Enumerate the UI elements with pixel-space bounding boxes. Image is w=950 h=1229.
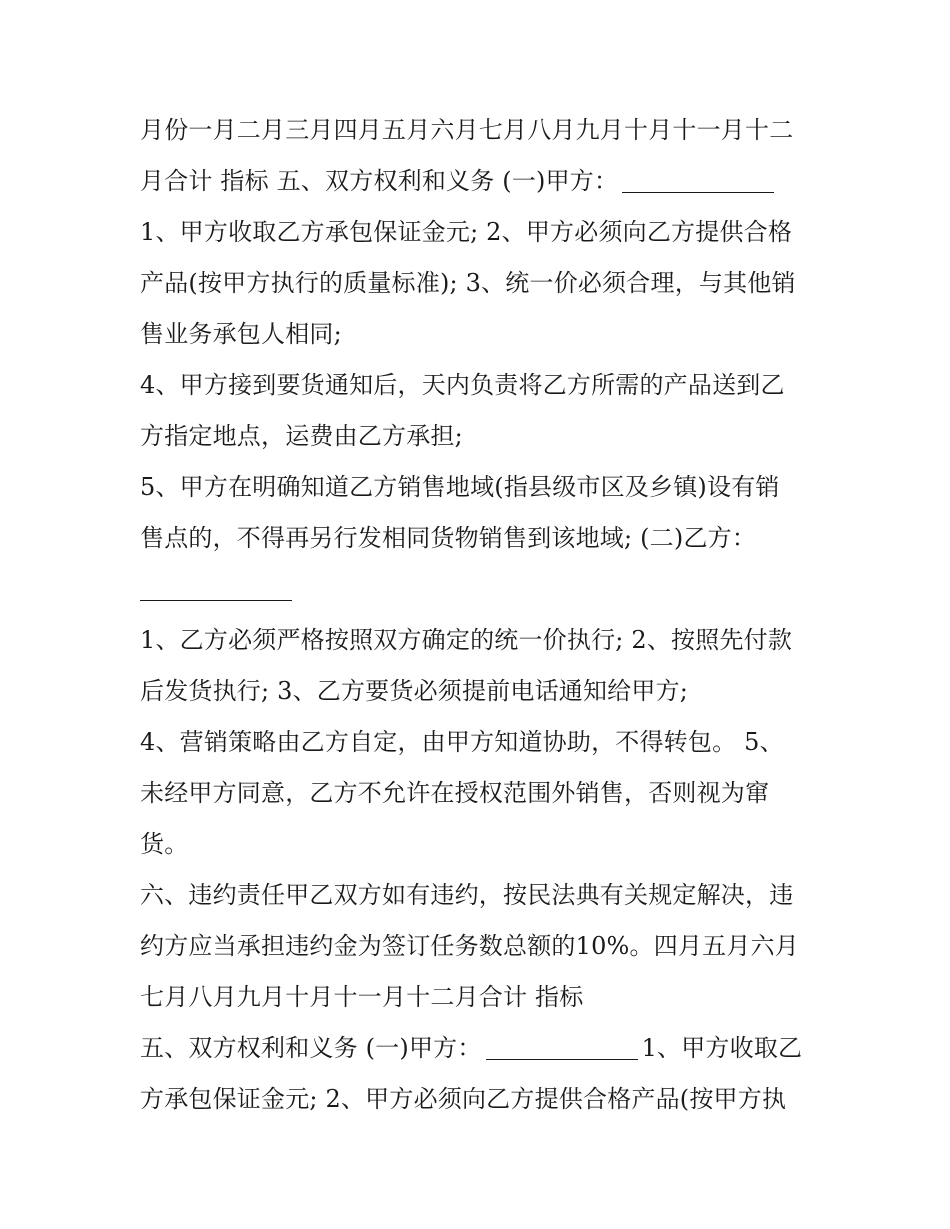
text-line: 1、甲方收取乙方承包保证金元; 2、甲方必须向乙方提供合格 <box>140 218 793 246</box>
text-line: 约方应当承担违约金为签订任务数总额的10%。四月五月六月 <box>140 932 799 960</box>
text-line: 5、甲方在明确知道乙方销售地域(指县级市区及乡镇)设有销 <box>140 473 780 501</box>
text-line: 售点的，不得再另行发相同货物销售到该地域; (二)乙方： <box>140 524 757 552</box>
text-line: 产品(按甲方执行的质量标准); 3、统一价必须合理，与其他销 <box>140 269 796 297</box>
text-line: 未经甲方同意，乙方不允许在授权范围外销售，否则视为窜 <box>140 779 770 807</box>
fill-in-blank <box>622 162 774 193</box>
text-line: 六、违约责任甲乙双方如有违约，按民法典有关规定解决，违 <box>140 881 794 909</box>
fill-in-blank <box>140 570 292 601</box>
text-line: 后发货执行; 3、乙方要货必须提前电话通知给甲方; <box>140 677 689 705</box>
fill-in-blank <box>486 1029 638 1060</box>
document-body <box>140 105 820 1125</box>
text-line: 月份一月二月三月四月五月六月七月八月九月十月十一月十二 <box>140 116 794 144</box>
text-line <box>140 156 820 207</box>
text-line: 售业务承包人相同; <box>140 320 342 348</box>
text-line-content: 五、双方权利和义务 (一)甲方： <box>140 1034 482 1062</box>
text-line: 货。 <box>140 830 189 858</box>
text-line: 4、营销策略由乙方自定，由甲方知道协助，不得转包。 5、 <box>140 728 784 756</box>
text-line <box>140 1023 820 1074</box>
text-line <box>140 564 820 615</box>
text-line-content: 1、甲方收取乙 <box>641 1034 803 1062</box>
text-line: 七月八月九月十月十一月十二月合计 指标 <box>140 983 584 1011</box>
text-line: 4、甲方接到要货通知后，天内负责将乙方所需的产品送到乙 <box>140 371 785 399</box>
text-line-content: 月合计 指标 五、双方权利和义务 (一)甲方： <box>140 167 619 195</box>
text-line: 方承包保证金元; 2、甲方必须向乙方提供合格产品(按甲方执 <box>140 1085 787 1113</box>
text-line: 1、乙方必须严格按照双方确定的统一价执行; 2、按照先付款 <box>140 626 793 654</box>
text-line: 方指定地点，运费由乙方承担; <box>140 422 463 450</box>
